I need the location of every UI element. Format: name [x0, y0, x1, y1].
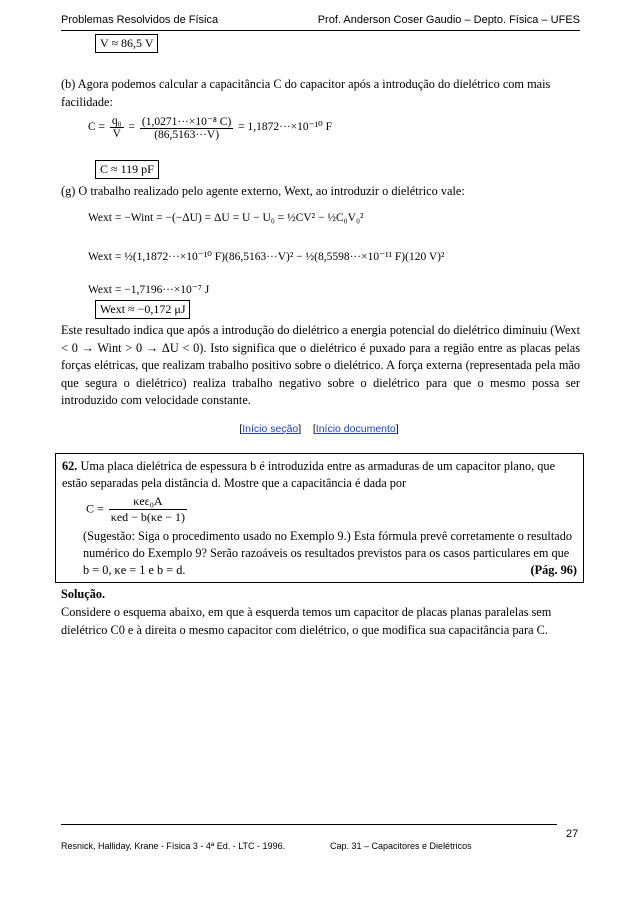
fraction-values — [140, 114, 233, 141]
header-author: Prof. Anderson Coser Gaudio – Depto. Física – UFES — [317, 14, 580, 26]
capacitance-equation: C = $\frac{\text{q₀}}{V}$ = $\frac{\text{(1,0271···×10⁻⁸ C)}}{(86,5163\cdot\cdot\cdot V)}$ = 1,1872···×10⁻¹⁰ F — [88, 115, 333, 141]
solution-text: Considere o esquema abaixo, em que à esquerda temos um capacitor de placas planas paralelas sem dielétrico C0 e à direita o mesmo capacitor com dielétrico, o que modifica sua capacitância para C. — [61, 605, 552, 637]
formula-lhs: C = — [86, 501, 104, 516]
formula-fraction — [109, 494, 187, 525]
navigation-links: [Início seção] [Início documento] — [239, 423, 399, 435]
formula-den: κed − b(κe − 1) — [110, 510, 186, 524]
footer-reference: Resnick, Halliday, Krane - Física 3 - 4ª Ed. - LTC - 1996. — [61, 841, 286, 851]
result-work-box — [95, 300, 190, 319]
problem-statement — [62, 458, 576, 492]
result-voltage: V ≈ 86,5 V — [95, 34, 158, 53]
conclusion-paragraph: Este resultado indica que após a introdução do dielétrico a energia potencial do dielétrico diminuiu (Wext < 0 → Wint > 0 → ΔU < 0). Isto significa que o dielétrico é puxado para a região entre as placas pelas forças elétricas, que realizam trabalho positivo sobre o dielétrico. A força externa (representada pela mão que segura o dielétrico) realiza trabalho negativo sobre o dielétrico para que o mesmo possa ser introduzido com velocidade constante. — [61, 323, 580, 407]
work-equation-3: Wext = −1,7196···×10⁻⁷ J — [88, 284, 210, 296]
result-voltage-box — [95, 34, 158, 53]
page-header — [61, 13, 580, 31]
problem-box — [55, 453, 584, 583]
solution-title: Solução. — [61, 587, 106, 601]
problem-text: Uma placa dielétrica de espessura b é introduzida entre as armaduras de um capacitor plano, que estão separadas pela distância d. Mostre que a capacitância é dada por — [62, 459, 556, 490]
frac-num2: (1,0271···×10⁻⁸ C) — [141, 116, 232, 128]
problem-number: 62. — [62, 459, 78, 473]
problem-page-ref: (Pág. 96) — [530, 563, 577, 577]
work-equation-2: Wext = ½(1,1872···×10⁻¹⁰ F)(86,5163···V)² − ½(8,5598···×10⁻¹¹ F)(120 V)² — [88, 251, 445, 263]
frac-den: V — [112, 128, 121, 140]
link-inicio-documento[interactable]: Início documento — [315, 423, 396, 435]
header-title: Problemas Resolvidos de Física — [61, 14, 219, 26]
footer-chapter: Cap. 31 – Capacitores e Dielétricos — [330, 841, 472, 851]
part-g-intro: (g) O trabalho realizado pelo agente externo, Wext, ao introduzir o dielétrico vale: — [61, 184, 465, 198]
footer-divider — [61, 824, 557, 825]
frac-den2: (86,5163···V) — [154, 129, 220, 141]
formula-num: κeε₀A — [109, 494, 187, 510]
link-inicio-secao[interactable]: Início seção — [242, 423, 299, 435]
page-number: 27 — [566, 828, 579, 840]
work-equation-1: Wext = −Wint = −(−ΔU) = ΔU = U − U₀ = ½CV² − ½C₀V₀² — [88, 212, 364, 224]
eq-lhs: C = — [88, 121, 106, 134]
frac-num: q₀ — [111, 115, 122, 127]
result-capacitance: C ≈ 119 pF — [95, 160, 159, 179]
eq-rhs: = 1,1872···×10⁻¹⁰ F — [238, 121, 333, 134]
result-capacitance-box — [95, 160, 159, 179]
fraction-q0-v — [110, 115, 124, 140]
problem-hint: (Sugestão: Siga o procedimento usado no Exemplo 9.) Esta fórmula prevê corretamente o resultado numérico do Exemplo 9? Serão razoáveis os resultados previstos para os casos particulares em que b = 0, κe = 1 e b = d. — [83, 529, 572, 577]
result-work: Wext ≈ −0,172 μJ — [95, 300, 190, 319]
part-b-intro: (b) Agora podemos calcular a capacitância C do capacitor após a introdução do dielétrico com mais facilidade: — [61, 77, 551, 109]
problem-formula — [86, 494, 189, 525]
